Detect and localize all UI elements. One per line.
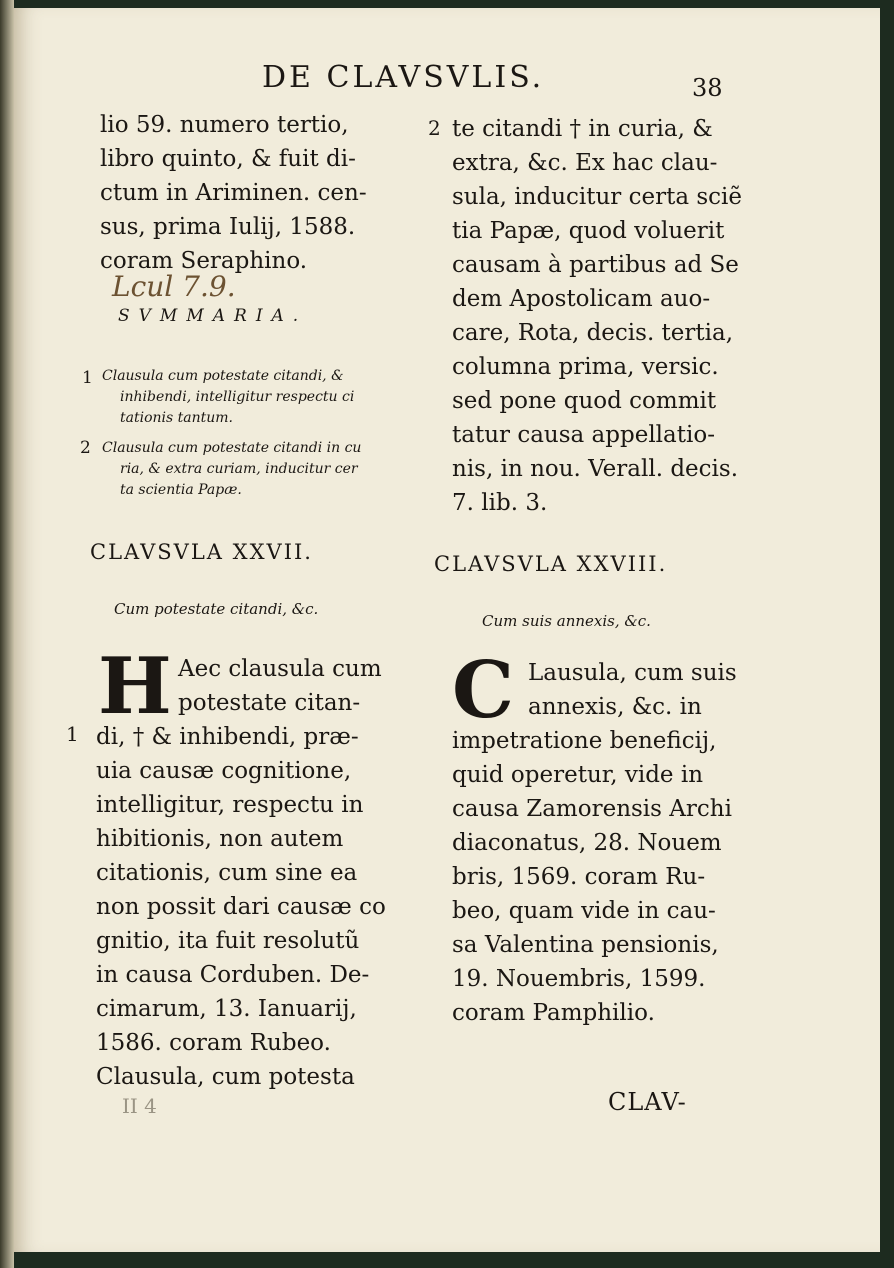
clausula-27-dropcap-lines (178, 652, 382, 720)
right-column (452, 112, 772, 520)
text-line: in causa Corduben. De- (96, 962, 370, 988)
clausula-27-heading: CLAVSVLA XXVII. (90, 540, 313, 564)
text-line: gnitio, ita fuit resolutũ (96, 928, 360, 954)
drop-cap-h: H (98, 641, 172, 732)
text-line: libro quinto, & fuit di- (100, 146, 356, 172)
summary-line: inhibendi, intelligitur respectu ci (120, 389, 355, 405)
summary-number: 1 (82, 368, 93, 388)
text-line: quid operetur, vide in (452, 762, 704, 788)
text-line: Lausula, cum suis (528, 660, 737, 686)
text-line: sus, prima Iulij, 1588. (100, 214, 356, 240)
text-line: te citandi † in curia, & (452, 116, 713, 142)
clausula-28-body (452, 724, 732, 1030)
text-line: lio 59. numero tertio, (100, 112, 349, 138)
text-line: intelligitur, respectu in (96, 792, 364, 818)
text-line: beo, quam vide in cau- (452, 898, 716, 924)
text-line: di, † & inhibendi, præ- (96, 724, 359, 750)
folio-number: 38 (692, 74, 723, 102)
text-line: ctum in Ariminen. cen- (100, 180, 367, 206)
drop-cap-c: C (452, 645, 515, 736)
text-line: nis, in nou. Verall. decis. (452, 456, 739, 482)
summary-number: 2 (80, 438, 91, 458)
clausula-28-heading: CLAVSVLA XXVIII. (434, 552, 668, 576)
text-line: extra, &c. Ex hac clau- (452, 150, 718, 176)
summary-line: Clausula cum potestate citandi, & (102, 368, 344, 384)
text-line: potestate citan- (178, 690, 361, 716)
summary-line: Clausula cum potestate citandi in cu (102, 440, 362, 456)
handwritten-note: Lcul 7.9. (112, 270, 236, 303)
text-line: uia causæ cognitione, (96, 758, 352, 784)
summaria-heading: SVMMARIA. (118, 306, 308, 326)
text-line: hibitionis, non autem (96, 826, 344, 852)
text-line: sed pone quod commit (452, 388, 717, 414)
text-line: Clausula, cum potesta (96, 1064, 355, 1090)
clausula-28-dropcap-lines (528, 656, 737, 724)
summary-line: ria, & extra curiam, inducitur cer (120, 461, 358, 477)
text-line: coram Seraphino. (100, 248, 308, 274)
text-line: causa Zamorensis Archi (452, 796, 732, 822)
summary-item-1 (102, 366, 354, 429)
text-line: tia Papæ, quod voluerit (452, 218, 725, 244)
text-line: citationis, cum sine ea (96, 860, 358, 886)
text-line: 1586. coram Rubeo. (96, 1030, 331, 1056)
text-line: tatur causa appellatio- (452, 422, 715, 448)
text-line: impetratione beneficij, (452, 728, 717, 754)
text-line: 19. Nouembris, 1599. (452, 966, 706, 992)
book-spine-edge (0, 0, 14, 1268)
text-line: annexis, &c. in (528, 694, 702, 720)
text-line: causam à partibus ad Se (452, 252, 739, 278)
text-line: bris, 1569. coram Ru- (452, 864, 706, 890)
catchword: CLAV- (608, 1088, 687, 1116)
summary-item-2 (102, 438, 361, 501)
text-line: sula, inducitur certa sciẽ (452, 184, 743, 210)
summary-line: ta scientia Papæ. (120, 482, 242, 498)
text-line: diaconatus, 28. Nouem (452, 830, 722, 856)
text-line: coram Pamphilio. (452, 1000, 655, 1026)
signature-mark: II 4 (122, 1094, 157, 1118)
text-line: 7. lib. 3. (452, 490, 548, 516)
summary-line: tationis tantum. (120, 410, 233, 426)
margin-number: 1 (66, 722, 79, 746)
text-line: dem Apostolicam auo- (452, 286, 711, 312)
text-line: Aec clausula cum (178, 656, 382, 682)
margin-number: 2 (428, 116, 441, 140)
running-head: DE CLAVSVLIS. (262, 60, 545, 95)
clausula-27-subheading: Cum potestate citandi, &c. (114, 600, 319, 618)
clausula-27-body (96, 720, 386, 1094)
clausula-28-subheading: Cum suis annexis, &c. (482, 612, 651, 630)
text-line: care, Rota, decis. tertia, (452, 320, 734, 346)
text-line: cimarum, 13. Ianuarij, (96, 996, 357, 1022)
text-line: columna prima, versic. (452, 354, 719, 380)
text-line: sa Valentina pensionis, (452, 932, 719, 958)
left-column (100, 108, 400, 278)
text-line: non possit dari causæ co (96, 894, 386, 920)
